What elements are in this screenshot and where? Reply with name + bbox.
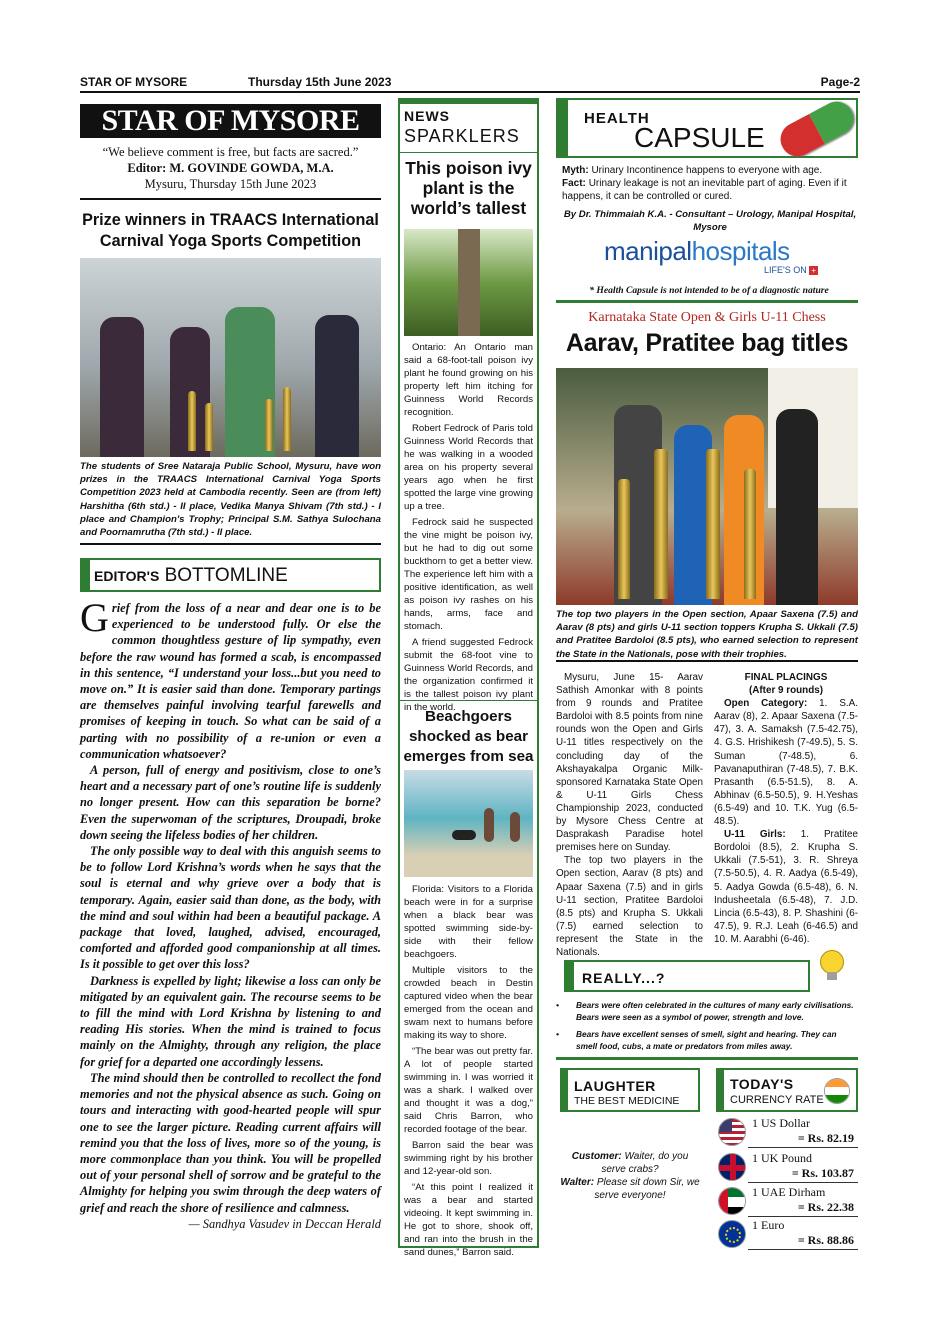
chess-kicker: Karnataka State Open & Girls U-11 Chess [588,310,826,325]
paper-name: STAR OF MYSORE [80,75,188,89]
bottomline-label-box [80,558,381,592]
divider [556,300,858,303]
divider [400,700,537,701]
divider [400,152,537,153]
placings-title: FINAL PLACINGS [744,672,828,683]
bottomline-byline: — Sandhya Vasudev in Deccan Herald [188,1216,381,1231]
divider [556,1057,858,1060]
currency-row: 1 US Dollar = Rs. 82.19 [718,1116,858,1148]
really-label-box [564,960,810,992]
bear-figure [452,830,476,840]
student-figure [100,317,144,457]
person-figure [484,808,494,842]
editor-line: Editor: M. GOVINDE GOWDA, M.A. [127,161,334,175]
bottomline-paragraph: Darkness is expelled by light; likewise a loss can only be mitigated by an equivalent gain. The recourse seems to be to fill the mind with Lord Krishna by listening to and reading His stories. When the mind is trained to focus mainly on the Almighty, through any religion, the place for grief for a departed one accordingly lessens. [80,973,381,1069]
uk-flag-icon [718,1153,746,1181]
trophy [283,387,291,451]
label-accent [716,1068,724,1112]
laughter-label-top: LAUGHTER [574,1078,656,1094]
masthead-title: STAR OF MYSORE [80,104,381,138]
chess-headline: Aarav, Pratitee bag titles [565,329,849,357]
trophy [618,479,630,599]
sparklers-label-top: NEWS [404,108,450,124]
bottomline-label: EDITOR'S BOTTOMLINE [94,565,288,586]
bottomline-paragraph: The mind should then be controlled to recollect the fond memories and not the physical absence as such. Going on tours and interacting with good-hearted people will spur one to see the larger picture. Reading current affairs will remind you that the loss of lives, more so of the young, is more commonplace than you think. You will be propelled out of your personal shell of sorrow and be grateful to the Almighty for helping you swim through the deep waters of grief and reach the shore of resilience and calmness. [80,1070,381,1215]
health-text: Myth: Urinary Incontinence happens to everyone with age. Fact: Urinary leakage is not an inevitable part of aging. Even if it happens, it can be controlled or cured. [562,165,847,202]
chess-story: Mysuru, June 15- Aarav Sathish Amonkar with 8 points from 9 rounds and Pratitee Bardoloi with 8.5 points from nine rounds won the Open and Girls U-11 titles respectively on the concluding day of the Akshayakalpa Organic Milk-sponsored Karnataka State Open & U-11 Girls Chess Championship 2023, conducted by Mysore Chess Centre at Dasprakash Paradise hotel premises here on Sunday. The top two players in the Open section, Aarav (8 pts) and Apaar Saxena (7.5) and in girls U-11 section, Pratitee Bardoloi (8.5 pts) and Krupha S. Ukkali (7.5) earned selection to represent the State in the Nationals. [556,672,703,958]
health-byline: By Dr. Thimmaiah K.A. - Consultant – Urology, Manipal Hospital, Mysore [563,209,857,233]
chess-caption: The top two players in the Open section, Apaar Saxena (7.5) and Aarav (8 pts) and girls U-11 section toppers Krupha S. Ukkali (7.5) and Pratitee Bardoloi (8.5 pts), who earned selection to represent the State in the Nationals, pose with their trophies. [556,609,858,660]
uae-flag-icon [718,1187,746,1215]
player-figure [776,409,818,605]
currency-row: 1 Euro = Rs. 88.86 [718,1218,858,1250]
bottomline-text [80,595,381,1232]
sparklers-label-bottom: SPARKLERS [404,126,520,146]
motto: “We believe comment is free, but facts are sacred.” [102,145,359,159]
health-label-box [556,98,858,158]
india-flag-icon [824,1078,850,1104]
student-figure [315,315,359,457]
laughter-label-bottom: THE BEST MEDICINE [574,1095,680,1107]
yoga-caption: The students of Sree Nataraja Public School, Mysuru, have won prizes in the TRAACS International Carnival Yoga Sports Competition 2023 held at Cambodia recently. Seen are (from left) Harshitha (6th std.) - II place, Vedika Manya Shivam (7th std.) - I place and Champion's Trophy; Principal S.M. Sathya Sulochana and Poornamrutha (7th std.) - II place. [80,461,381,539]
really-list: • Bears were often celebrated in the cultures of many early civilisations. Bears were seen as a symbol of power, strength and love. • Bears have excellent senses of smell, sight and hearing. They can smell food, cubs, a mate or predators from miles away. [556,1000,854,1051]
person-figure [510,812,520,842]
bottomline-paragraph: The only possible way to deal with this anguish seems to be to follow Lord Krishna’s words when he says that the soul is eternal and why grieve over a body that is temporary. Again, easier said than done, as the body, with the mind and soul within had been a beautiful package. A package that loved, laughed, advised, encouraged, comforted and afforded good companionship at all times. Is it possible to get over this loss? [80,844,381,972]
bottomline-paragraph: A person, full of energy and positivism, close to one’s heart and a necessary part of one’s routine life is suddenly no longer present. How can this separation be borne? Even the superwoman of the scriptures, Droupadi, broke down seeing the lifeless bodies of her children. [80,763,381,842]
eu-flag-icon [718,1220,746,1248]
trophy [744,469,756,599]
yoga-headline: Prize winners in TRAACS International Carnival Yoga Sports Competition [82,211,379,250]
ivy-photo [404,229,533,336]
chess-placings: FINAL PLACINGS (After 9 rounds) Open Category: 1. S.A. Aarav (8), 2. Apaar Saxena (7.5-47), 3. A. Samaksh (7.5-42.75), 4. G.S. Hrishikesh (7-49.5), 5. S. Suman (7-48.5), 6. Pavanaputhiran (7-48.5), 7. B.K. Prasanth (6.5-51.5), 8. A. Abhinav (6.5-50.5), 9. H.Yeshas (6.5-49) and 10. T.K. Yug (6.5-48.5). U-11 Girls: 1. Pratitee Bordoloi (8.5), 2. Krupha S. Ukkali (7.5-51), 3. R. Shreya (7.5-50.5), 4. R. Aadya (6.5-49), 5. Aadya Gowda (6.5-48), 6. N. Indusheetala (6.5-48), 7. J.D. Lincia (6.5-43), 8. P. Shashini (6-47.5), 9. R.J. Leah (6-46.5) and 10. M. Aarabhi (6-46). [714,672,858,945]
divider [80,198,381,200]
ivy-story: Ontario: An Ontario man said a 68-foot-tall poison ivy plant he found growing on his property left him itching for Guinness World Records recognition. Robert Fedrock of Paris told Guinness World Records that he was walking in a wooded area on his property several years ago when he first spotted the large vine growing up a tree. Fedrock said he suspected the vine might be poison ivy, but he had to dig out some buckthorn to get a better view. The experience left him with a positive identification, as well as poison ivy rashes on his hands, arms, face and stomach. A friend suggested Fedrock submit the 68-foot vine to Guinness World Records, and the organization confirmed it is the tallest poison ivy plant in the world. [404,342,533,713]
dateline: Mysuru, Thursday 15th June 2023 [144,177,317,191]
sparklers-top-bar [398,98,539,104]
divider [80,543,381,545]
plus-icon: + [809,266,818,275]
trophy [188,391,196,451]
yoga-photo [80,258,381,457]
drop-cap: G [80,595,109,640]
manipal-tagline: LIFE'S ON + [764,265,818,275]
issue-date: Thursday 15th June 2023 [248,75,392,89]
bottomline-paragraph: rief from the loss of a near and dear one is to be experienced to be understood fully. Or else the common thoughtless gesture of lip sympathy, even before the raw wound has formed a scab, is encompassed in this sentence, “I understand your loss...but you need to move on.” It is easier said than done. Temporary partings are themselves painful involving tearful farewells and promises of keeping in touch. So what can be said of a parting with no possibility of a re-union or even a communication whatsoever? [80,601,381,761]
trophy [205,403,213,451]
label-accent [556,98,568,158]
health-label-top: HEALTH [584,110,650,127]
placings-subtitle: (After 9 rounds) [748,685,824,697]
laughter-label-box [560,1068,700,1112]
health-label-bottom: CAPSULE [634,122,765,153]
manipal-logo: manipalhospitals [604,236,790,266]
label-accent [560,1068,568,1112]
label-accent [564,960,574,992]
masthead-info [80,144,381,192]
trophy [654,449,668,599]
chess-photo [556,368,858,605]
trophy [706,449,720,599]
bear-headline: Beachgoers shocked as bear emerges from sea [403,708,534,765]
page-header [80,73,860,93]
bear-photo [404,770,533,877]
pill-icon [775,96,860,163]
us-flag-icon [718,1118,746,1146]
currency-row: 1 UAE Dirham = Rs. 22.38 [718,1185,858,1217]
health-disclaimer: * Health Capsule is not intended to be of a diagnostic nature [589,285,829,296]
currency-label-bottom: CURRENCY RATE [730,1094,824,1106]
ivy-headline: This poison ivy plant is the world’s tallest [405,158,532,218]
label-accent [80,558,90,592]
joke: Customer: Waiter, do you serve crabs? Walter: Please sit down Sir, we serve everyone! [560,1151,700,1201]
really-label: REALLY...? [582,970,666,986]
lightbulb-icon [818,950,846,984]
trophy [265,399,273,451]
currency-label-box [716,1068,858,1112]
tree-trunk [458,229,480,336]
page-number: Page-2 [820,75,860,89]
divider [556,660,858,662]
currency-row: 1 UK Pound = Rs. 103.87 [718,1151,858,1183]
currency-label-top: TODAY'S [730,1076,794,1092]
bear-story: Florida: Visitors to a Florida beach were in for a surprise when a black bear was spotted swimming side-by-side with their fellow beachgoers. Multiple visitors to the crowded beach in Destin captured video when the bear emerged from the ocean and swam next to humans before making its way to shore. “The bear was out pretty far. A lot of people started swimming in. I was worried it was a shark. I walked over and thought it was a dog,” said Chris Barron, who recorded footage of the bear. Barron said the bear was swimming right by his brother and 12-year-old son. “At this point I realized it was a bear and started videoing. It kept swimming in. He got to shore, shook off, and ran into the brush in the sand dunes,” Barron said. [404,884,533,1258]
